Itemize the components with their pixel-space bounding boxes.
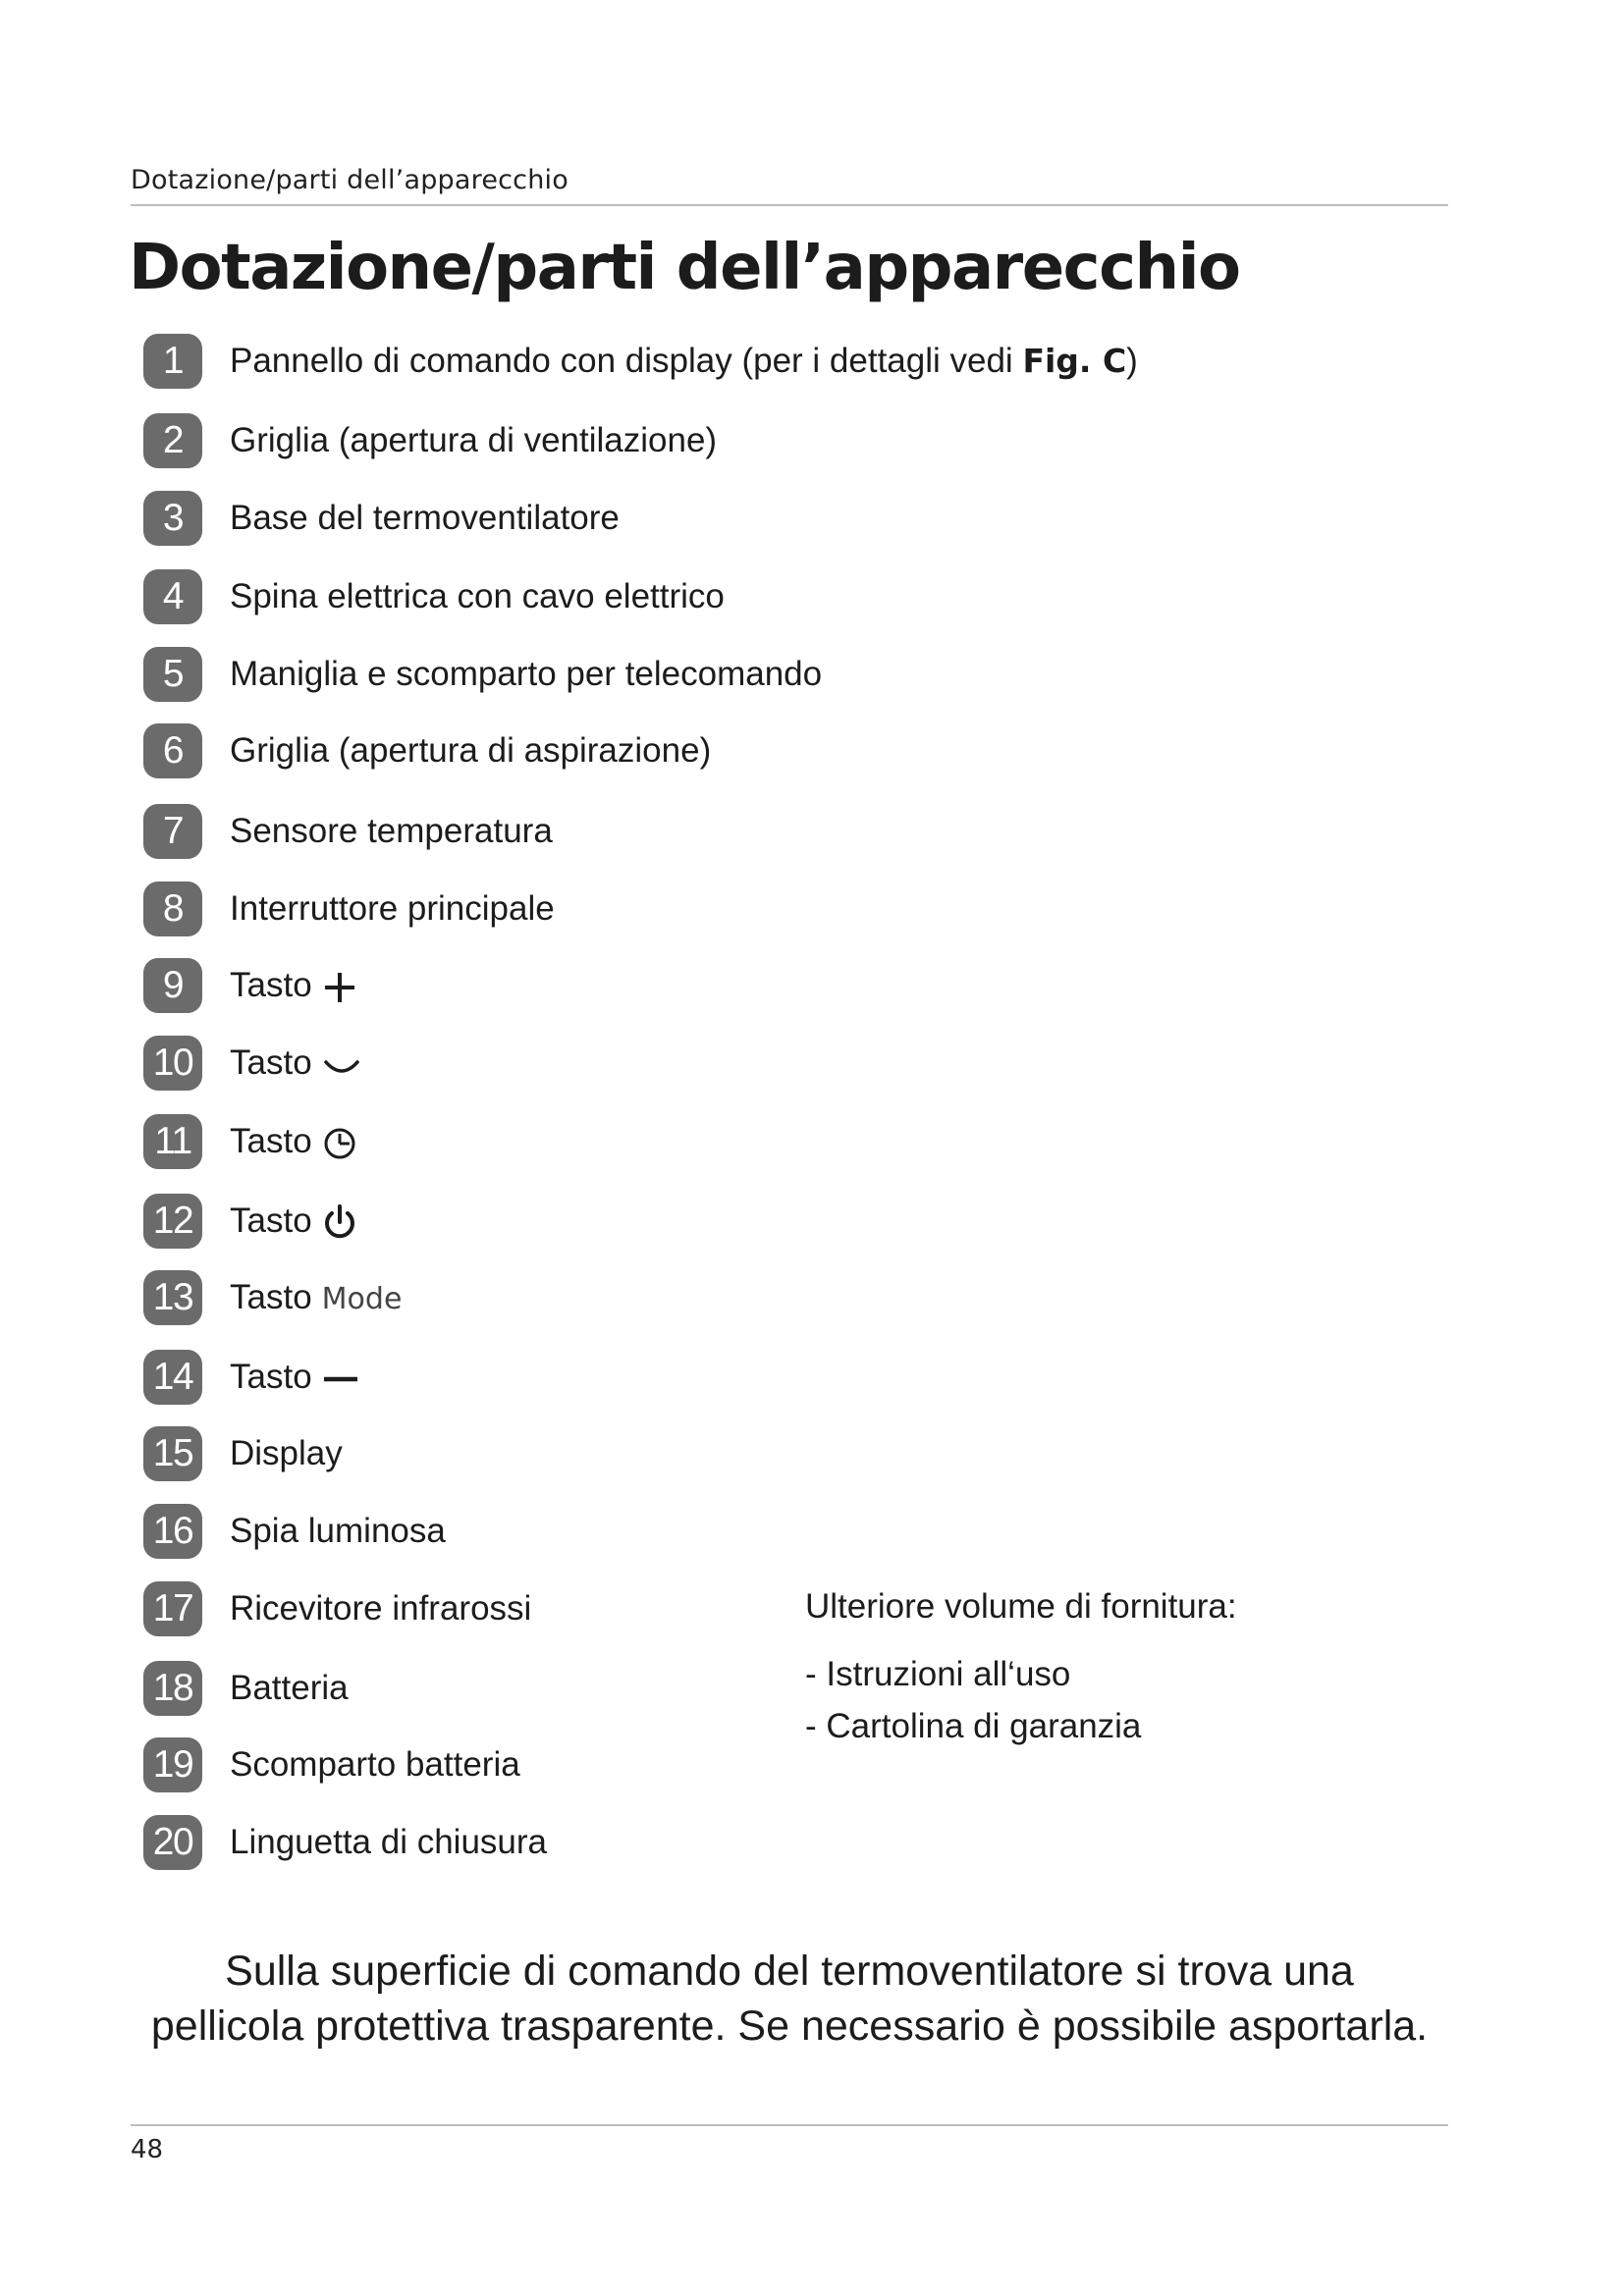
item-number-badge: 9 [143, 958, 202, 1013]
item-number-badge: 13 [143, 1270, 202, 1325]
mode-label: Mode [321, 1282, 403, 1316]
item-label: Pannello di comando con display (per i dettagli vedi Fig. C) [230, 342, 1138, 380]
item-number-badge: 1 [143, 334, 202, 389]
list-item [143, 802, 553, 861]
item-label: Display [230, 1434, 343, 1472]
list-item [143, 880, 555, 938]
item-number-badge: 4 [143, 569, 202, 624]
oscillation-icon [322, 1050, 361, 1080]
item-label: Griglia (apertura di aspirazione) [230, 731, 712, 770]
item-label: Tasto [230, 1043, 361, 1083]
note-line: pellicola protettiva trasparente. Se necessario è possibile asportarla. [150, 2002, 1429, 2050]
item-number-badge: 20 [143, 1815, 202, 1870]
protective-film-note [131, 1944, 1448, 2054]
item-label: Tasto [230, 1201, 357, 1242]
item-number-badge: 2 [143, 413, 202, 468]
item-number-badge: 15 [143, 1426, 202, 1481]
extra-supply-title: Ulteriore volume di fornitura: [805, 1587, 1237, 1626]
item-number-badge: 11 [143, 1114, 202, 1169]
list-item [143, 1034, 361, 1093]
item-label: Tasto [230, 1358, 359, 1397]
plus-icon [322, 970, 357, 1005]
list-item [143, 489, 620, 548]
item-number-badge: 7 [143, 804, 202, 859]
item-label: Tasto [230, 1122, 357, 1161]
item-label: Tasto Mode [230, 1278, 403, 1316]
header-divider [131, 204, 1448, 206]
item-number-badge: 10 [143, 1036, 202, 1091]
item-number-badge: 17 [143, 1581, 202, 1636]
item-number-badge: 5 [143, 647, 202, 702]
figure-reference: Fig. C [1022, 342, 1127, 380]
page-number: 48 [131, 2135, 164, 2164]
running-header: Dotazione/parti dell’apparecchio [131, 165, 568, 195]
list-item [143, 645, 822, 704]
list-item [143, 721, 711, 780]
item-label: Interruttore principale [230, 889, 555, 928]
item-label: Batteria [230, 1669, 349, 1707]
item-label: Sensore temperatura [230, 812, 553, 850]
item-number-badge: 3 [143, 491, 202, 546]
item-label: Linguetta di chiusura [230, 1823, 547, 1861]
item-label: Spina elettrica con cavo elettrico [230, 577, 725, 615]
item-label: Maniglia e scomparto per telecomando [230, 655, 823, 693]
list-item [143, 1659, 349, 1718]
power-icon [322, 1203, 357, 1241]
extra-supply-item: - Cartolina di garanzia [805, 1707, 1142, 1745]
item-label: Griglia (apertura di ventilazione) [230, 421, 718, 459]
list-item [143, 332, 1138, 391]
list-item [143, 1813, 547, 1872]
item-number-badge: 18 [143, 1661, 202, 1716]
list-item [143, 411, 717, 470]
page-title: Dotazione/parti dell’apparecchio [129, 232, 1240, 304]
list-item [143, 1268, 402, 1327]
list-item [143, 1579, 531, 1638]
item-label: Ricevitore infrarossi [230, 1589, 532, 1628]
minus-icon [322, 1369, 359, 1389]
list-item [143, 956, 357, 1015]
list-item [143, 1735, 520, 1794]
item-label: Tasto [230, 966, 357, 1005]
list-item [143, 1502, 446, 1561]
list-item [143, 1348, 359, 1407]
note-line: Sulla superficie di comando del termoventilatore si trova una [225, 1948, 1354, 1995]
item-label: Scomparto batteria [230, 1745, 520, 1784]
list-item [143, 1112, 357, 1171]
item-number-badge: 14 [143, 1350, 202, 1405]
item-label: Base del termoventilatore [230, 499, 620, 537]
timer-icon [322, 1126, 357, 1161]
list-item [143, 567, 725, 626]
footer-divider [131, 2124, 1448, 2126]
extra-supply-item: - Istruzioni all‘uso [805, 1655, 1071, 1693]
item-number-badge: 8 [143, 881, 202, 936]
item-number-badge: 12 [143, 1194, 202, 1249]
list-item [143, 1424, 343, 1483]
list-item [143, 1192, 357, 1251]
item-number-badge: 6 [143, 723, 202, 778]
item-number-badge: 19 [143, 1737, 202, 1792]
item-label: Spia luminosa [230, 1512, 446, 1550]
extra-supply [805, 1587, 1237, 1752]
item-number-badge: 16 [143, 1504, 202, 1559]
